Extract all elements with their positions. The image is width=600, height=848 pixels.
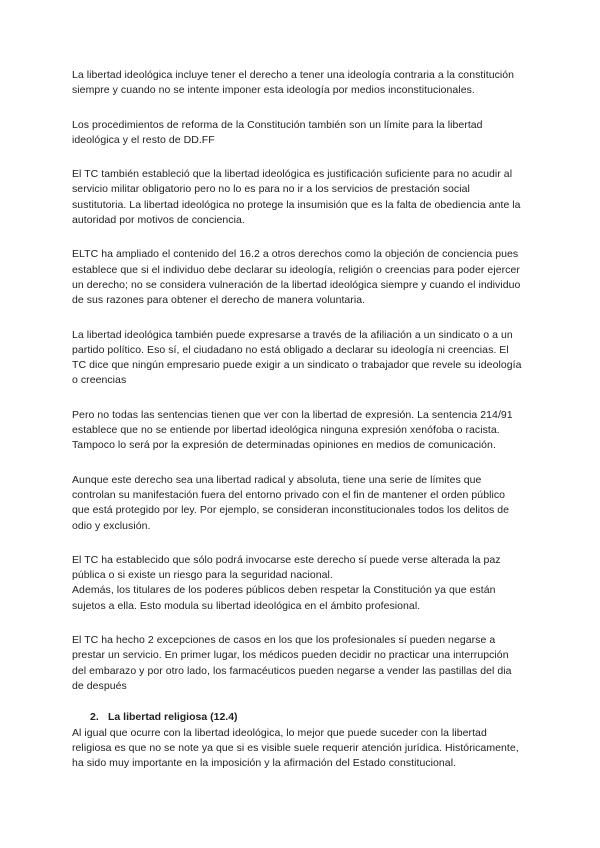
section-title: La libertad religiosa (12.4) [108,711,238,724]
paragraph-union-affiliation: La libertad ideológica también puede expresarse a través de la afiliación a un sindicato o a un partido político. Eso sí, el ciudadano no está obligado a declarar su ideología ni creencias. El TC dice que ningún empresario puede exigir a un sindicato o trabajador que revele su ideología o creencias [72,328,522,387]
paragraph-public-peace: El TC ha establecido que sólo podrá invocarse este derecho sí puede verse alterada la paz pública o si existe un riesgo para la seguridad nacional. [72,553,501,582]
section-number: 2. [90,711,99,724]
document-page [72,68,524,771]
paragraph-ideology-contrary: La libertad ideológica incluye tener el derecho a tener una ideología contraria a la constitución siempre y cuando no se intente imponer esta ideología por medios inconstitucionales. [72,69,515,97]
paragraph-religious-freedom: Al igual que ocurre con la libertad ideológica, lo mejor que puede suceder con la libertad religiosa es que no se note ya que si es visible suele requerir atención jurídica. Históricamente, ha sido muy importante en la imposición y la afirmación del Estado constitucional. [72,726,519,770]
paragraph-sentence-214-91: Pero no todas las sentencias tienen que ver con la libertad de expresión. La sentencia 214/91 establece que no se entiende por libertad ideológica ninguna expresión xenófoba o racista. Tampoco lo será por la expresión de determinadas opiniones en medios de comunicación. [72,408,513,452]
paragraph-public-officials: Además, los titulares de los poderes públicos deben respetar la Constitución ya que están sujetos a ella. Esto modula su libertad ideológica en el ámbito profesional. [72,584,496,612]
section-heading [90,710,524,725]
paragraph-conscientious-objection: ELTC ha ampliado el contenido del 16.2 a otros derechos como la objeción de conciencia pues establece que si el individuo debe declarar su ideología, religión o creencias para poder ejercer un derecho; no se considera vulneración de la libertad ideológica siempre y cuando el individuo de sus razones para obtener el derecho de manera voluntaria. [72,248,521,307]
paragraph-exceptions: El TC ha hecho 2 excepciones de casos en los que los profesionales sí pueden negarse a prestar un servicio. En primer lugar, los médicos pueden decidir no practicar una interrupción del embarazo y por otro lado, los farmacéuticos pueden negarse a vender las pastillas del dia de después [72,634,512,692]
paragraph-military-service: El TC también estableció que la libertad ideológica es justificación suficiente para no acudir al servicio militar obligatorio pero no lo es para no ir a los servicios de prestación social sustitutoria. La libertad ideológica no protege la insumisión que es la falta de obediencia ante la autoridad por motivos de conciencia. [72,168,521,227]
paragraph-limits: Aunque este derecho sea una libertad radical y absoluta, tiene una serie de límites que controlan su manifestación fuera del entorno privado con el fin de mantener el orden público que está protegido por ley. Por ejemplo, se consideran inconstitucionales todos los delitos de odio y exclusión. [72,473,510,532]
paragraph-constitution-reform: Los procedimientos de reforma de la Constitución también son un límite para la libertad ideológica y el resto de DD.FF [72,118,483,146]
